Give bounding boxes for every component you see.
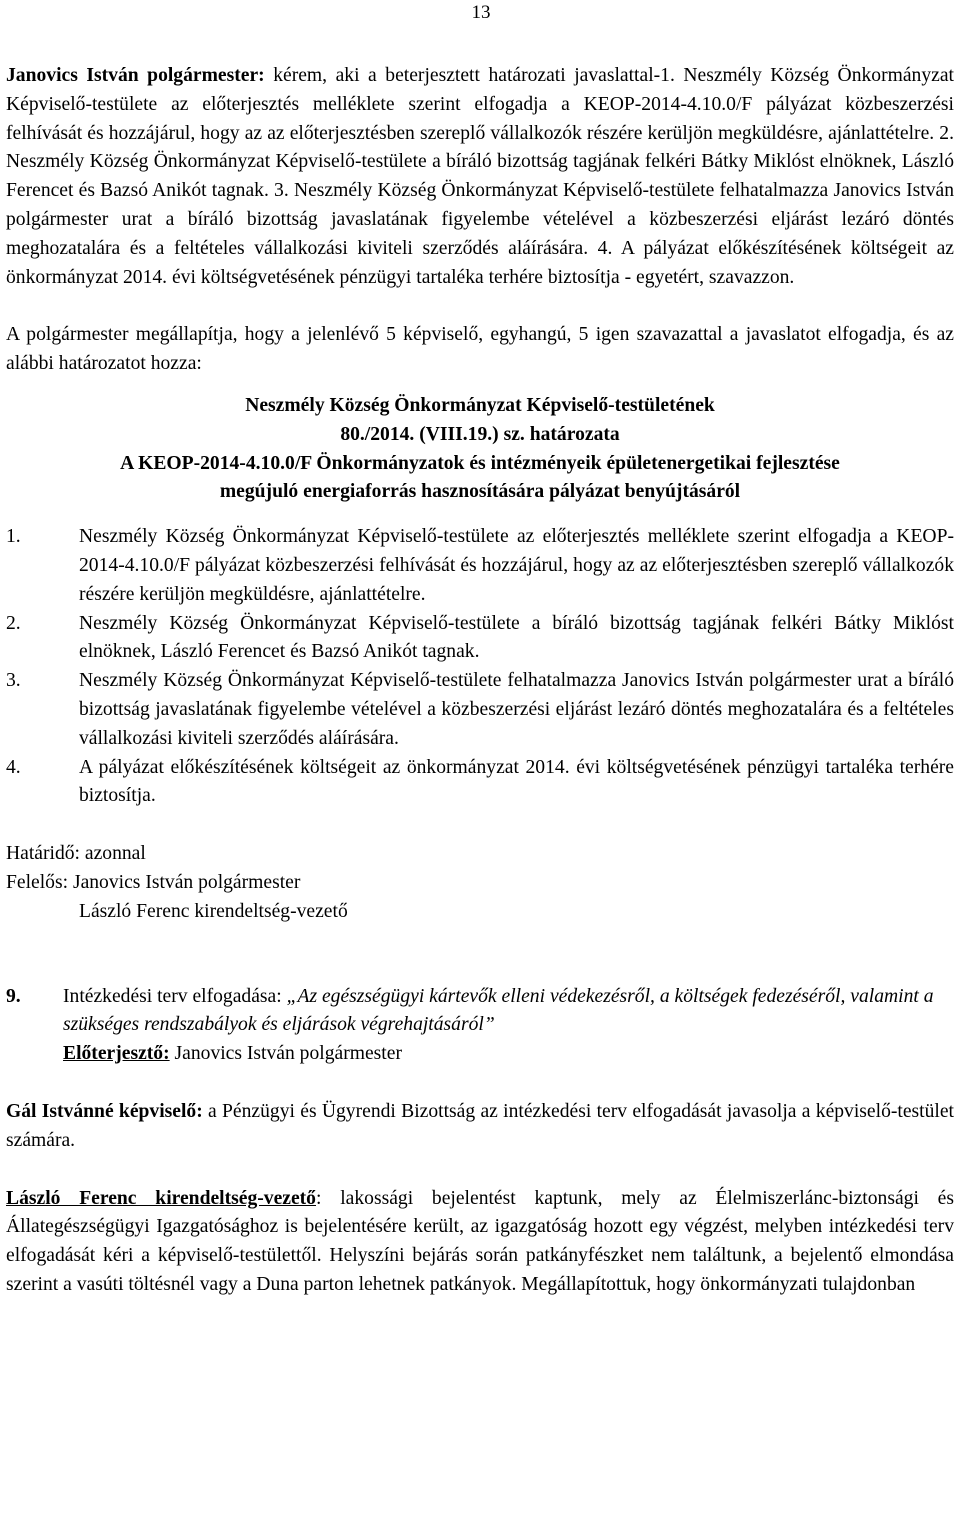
page-number: 13	[471, 2, 491, 23]
resolution-title-line1: Neszmély Község Önkormányzat Képviselő-testületének	[245, 394, 715, 416]
resolution-item-number: 2.	[6, 612, 21, 634]
resolution-list	[6, 523, 954, 811]
vote-statement: A polgármester megállapítja, hogy a jelenlévő 5 képviselő, egyhangú, 5 igen szavazattal a javaslatot elfogadja, és az alábbi határozatot hozza:	[6, 324, 954, 375]
intro-paragraph	[6, 62, 954, 292]
resolution-item-number: 3.	[6, 670, 21, 692]
resolution-title-line4: megújuló energiaforrás hasznosítására pályázat benyújtásáról	[219, 481, 741, 503]
resolution-item	[6, 523, 954, 609]
agenda-item-label: Intézkedési terv elfogadása:	[63, 985, 287, 1007]
gal-text: a Pénzügyi és Ügyrendi Bizottság az intézkedési terv elfogadását javasolja a képviselő-testület számára.	[6, 1100, 954, 1151]
presenter-name: Janovics István polgármester	[169, 1043, 402, 1065]
agenda-item-title: „Az egészségügyi kártevők elleni védekezésről, a költségek fedezéséről, valamint a szükséges rendszabályok és eljárások végrehajtásáról”	[63, 985, 934, 1036]
resolution-title-line3: A KEOP-2014-4.10.0/F Önkormányzatok és intézményeik épületenergetikai fejlesztése	[120, 452, 840, 474]
responsible: Felelős: Janovics István polgármester	[6, 871, 301, 893]
resolution-title	[6, 392, 954, 507]
laszlo-paragraph	[6, 1185, 954, 1300]
resolution-item-text: A pályázat előkészítésének költségeit az önkormányzat 2014. évi költségvetésének pénzügyi tartaléka terhére biztosítja.	[79, 756, 954, 807]
gal-paragraph	[6, 1098, 954, 1156]
intro-speaker: Janovics István polgármester:	[6, 65, 265, 86]
resolution-item-number: 1.	[6, 526, 21, 548]
agenda-item-text	[63, 983, 954, 1069]
resolution-item-text: Neszmély Község Önkormányzat Képviselő-testülete a bíráló bizottság tagjának felkéri Bátky Miklóst elnöknek, László Ferencet és Bazsó Anikót tagnak.	[79, 612, 954, 663]
gal-speaker: Gál Istvánné képviselő:	[6, 1100, 203, 1122]
resolution-number: 80./2014. (VIII.19.) sz. határozata	[340, 423, 620, 445]
laszlo-text: : lakossági bejelentést kaptunk, mely az Élelmiszerlánc-biztonsági és Állategészségügyi Igazgatósághoz is bejelentésére került, az igazgatóság hozott egy végzést, melyben intézkedési terv elfogadását kéri a képviselő-testülettől. Helyszíni bejárás során patkányfészket nem találtunk, a bejelentő elmondása szerint a vasúti töltésnél vagy a Duna parton lehetnek patkányok. Megállapítottuk, hogy önkormányzati tulajdonban	[6, 1187, 954, 1295]
resolution-item-text: Neszmély Község Önkormányzat Képviselő-testülete az előterjesztés melléklete szerint elfogadja a KEOP-2014-4.10.0/F pályázat közbeszerzési felhívását és hozzájárul, hogy az az előterjesztésben szereplő vállalkozók részére kerüljön megküldésre, ajánlattételre.	[79, 526, 954, 605]
deadline: Határidő: azonnal	[6, 843, 146, 865]
resolution-item-text: Neszmély Község Önkormányzat Képviselő-testülete felhatalmazza Janovics István polgármester urat a bíráló bizottság javaslatának figyelembe vételével a közbeszerzési eljárást lezáró döntés meghozatalára és a feltételes vállalkozási kiviteli szerződés aláírására.	[79, 670, 954, 749]
presenter-label: Előterjesztő:	[63, 1043, 170, 1065]
responsible-second: László Ferenc kirendeltség-vezető	[79, 900, 348, 922]
agenda-item-number: 9.	[6, 985, 21, 1007]
intro-text: kérem, aki a beterjesztett határozati javaslattal-1. Neszmély Község Önkormányzat Képviselő-testülete az előterjesztés melléklete szerint elfogadja a KEOP-2014-4.10.0/F pályázat közbeszerzési felhívását és hozzájárul, hogy az az előterjesztésben szereplő vállalkozók részére kerüljön megküldésre, ajánlattételre. 2. Neszmély Község Önkormányzat Képviselő-testülete a bíráló bizottság tagjának felkéri Bátky Miklóst elnöknek, László Ferencet és Bazsó Anikót tagnak. 3. Neszmély Község Önkormányzat Képviselő-testülete felhatalmazza Janovics István polgármester urat a bíráló bizottság javaslatának figyelembe vételével a közbeszerzési eljárást lezáró döntés meghozatalára és a feltételes vállalkozási kiviteli szerződés aláírására. 4. A pályázat előkészítésének költségeit az önkormányzat 2014. évi költségvetésének pénzügyi tartaléka terhére biztosítja - egyetért, szavazzon.	[6, 65, 954, 288]
resolution-item	[6, 610, 954, 668]
resolution-item-number: 4.	[6, 756, 21, 778]
agenda-item-9	[6, 983, 954, 1069]
laszlo-speaker: László Ferenc kirendeltség-vezető	[6, 1187, 316, 1209]
resolution-item	[6, 667, 954, 753]
resolution-item	[6, 754, 954, 812]
document-body	[6, 62, 954, 1300]
